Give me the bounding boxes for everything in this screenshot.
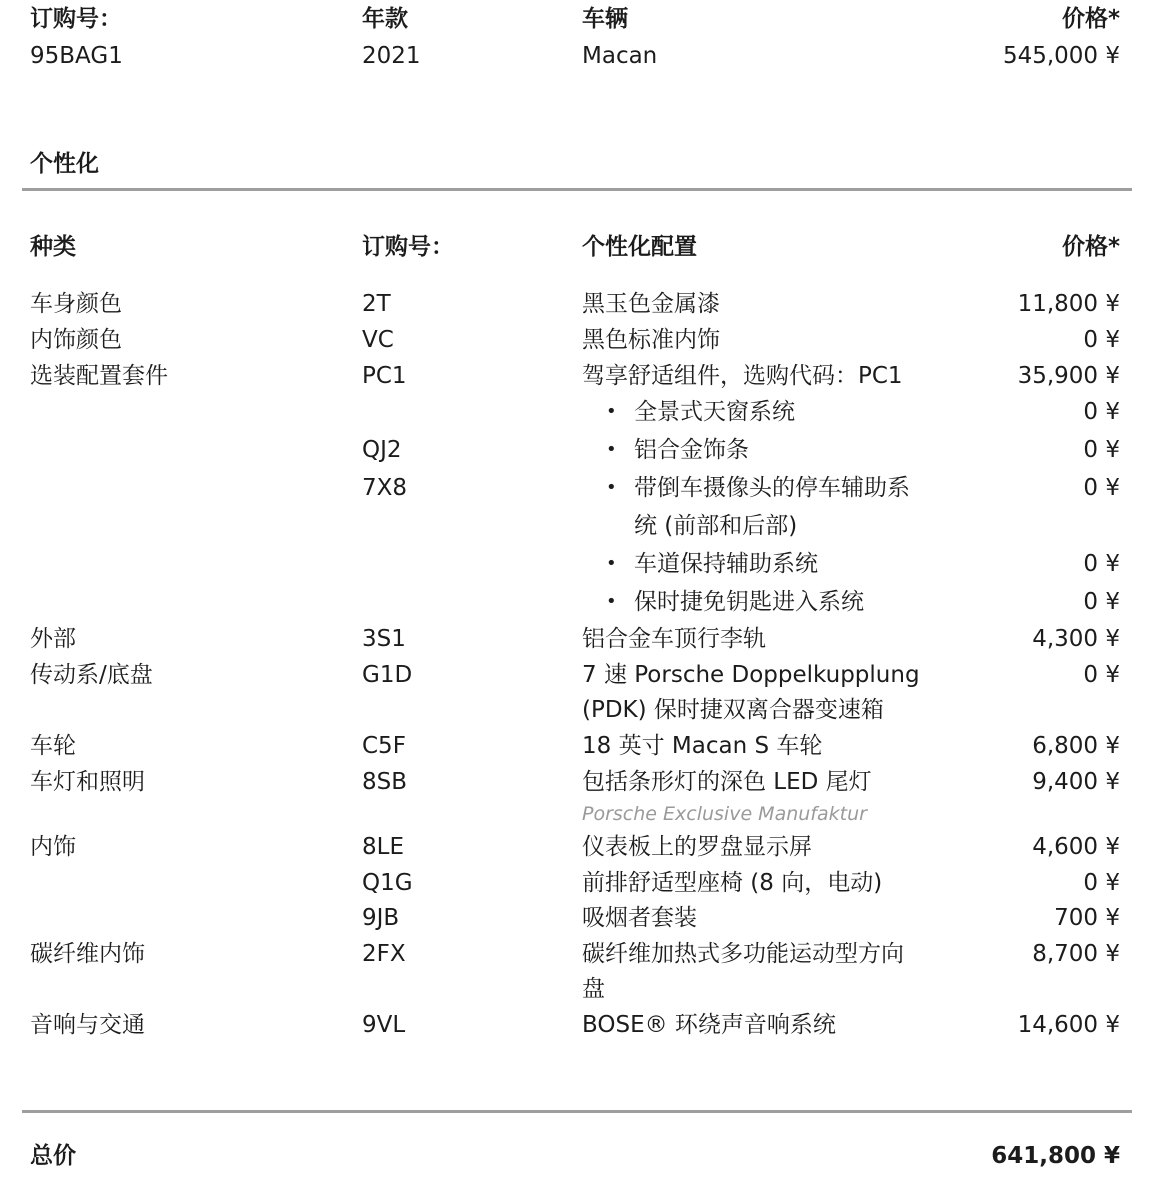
row-description: 前排舒适型座椅 (8 向，电动) <box>582 870 883 896</box>
bullet-icon: • <box>606 401 617 422</box>
bullet-icon: • <box>606 591 617 612</box>
row-description-cont: 统 (前部和后部) <box>634 513 798 539</box>
row-price: 6,800 ¥ <box>1032 733 1120 759</box>
row-description: 7 速 Porsche Doppelkupplung <box>582 662 920 688</box>
bullet-icon: • <box>606 439 617 460</box>
row-category: 车身颜色 <box>30 291 122 317</box>
row-category: 碳纤维内饰 <box>30 941 145 967</box>
row-code: PC1 <box>362 363 407 389</box>
row-price: 9,400 ¥ <box>1032 769 1120 795</box>
header-year-value: 2021 <box>362 43 421 69</box>
row-code: 7X8 <box>362 475 408 501</box>
section-title: 个性化 <box>30 151 99 177</box>
row-description: 车道保持辅助系统 <box>634 551 818 577</box>
row-price: 0 ¥ <box>1083 589 1120 615</box>
header-vehicle-value: Macan <box>582 43 658 69</box>
row-description: 包括条形灯的深色 LED 尾灯 <box>582 769 872 795</box>
row-description: 带倒车摄像头的停车辅助系 <box>634 475 910 501</box>
row-price: 11,800 ¥ <box>1017 291 1120 317</box>
total-divider <box>22 1110 1132 1113</box>
total-label: 总价 <box>30 1143 76 1169</box>
row-description: 铝合金车顶行李轨 <box>582 626 766 652</box>
row-note: Porsche Exclusive Manufaktur <box>582 803 867 825</box>
row-price: 0 ¥ <box>1083 551 1120 577</box>
row-description: 黑色标准内饰 <box>582 327 720 353</box>
row-code: 8LE <box>362 834 404 860</box>
row-description-cont: (PDK) 保时捷双离合器变速箱 <box>582 697 884 723</box>
row-category: 车轮 <box>30 733 76 759</box>
section-divider <box>22 188 1132 191</box>
row-price: 4,600 ¥ <box>1032 834 1120 860</box>
row-code: VC <box>362 327 394 353</box>
row-description: BOSE® 环绕声音响系统 <box>582 1012 836 1038</box>
row-price: 0 ¥ <box>1083 437 1120 463</box>
bullet-icon: • <box>606 553 617 574</box>
row-code: Q1G <box>362 870 413 896</box>
col-header-config: 个性化配置 <box>582 234 697 260</box>
bullet-icon: • <box>606 477 617 498</box>
row-price: 0 ¥ <box>1083 870 1120 896</box>
row-description: 吸烟者套装 <box>582 905 697 931</box>
row-description: 仪表板上的罗盘显示屏 <box>582 834 812 860</box>
row-code: C5F <box>362 733 406 759</box>
header-price-label: 价格* <box>1061 6 1120 32</box>
col-header-price: 价格* <box>1061 234 1120 260</box>
row-category: 传动系/底盘 <box>30 662 153 688</box>
row-code: 9VL <box>362 1012 406 1038</box>
row-price: 14,600 ¥ <box>1017 1012 1120 1038</box>
header-vehicle-label: 车辆 <box>582 6 628 32</box>
header-order-value: 95BAG1 <box>30 43 123 69</box>
row-category: 内饰 <box>30 834 76 860</box>
row-category: 车灯和照明 <box>30 769 145 795</box>
row-description: 保时捷免钥匙进入系统 <box>634 589 864 615</box>
row-price: 0 ¥ <box>1083 327 1120 353</box>
row-price: 0 ¥ <box>1083 662 1120 688</box>
row-price: 0 ¥ <box>1083 399 1120 425</box>
row-description: 黑玉色金属漆 <box>582 291 720 317</box>
row-code: 8SB <box>362 769 408 795</box>
row-category: 外部 <box>30 626 76 652</box>
header-year-label: 年款 <box>362 6 408 32</box>
row-description: 全景式天窗系统 <box>634 399 795 425</box>
row-category: 选装配置套件 <box>30 363 168 389</box>
total-value: 641,800 ¥ <box>991 1143 1120 1169</box>
row-code: 2T <box>362 291 391 317</box>
row-code: 9JB <box>362 905 400 931</box>
row-description: 碳纤维加热式多功能运动型方向 <box>582 941 904 967</box>
row-category: 内饰颜色 <box>30 327 122 353</box>
row-description: 驾享舒适组件，选购代码：PC1 <box>582 363 903 389</box>
row-price: 0 ¥ <box>1083 475 1120 501</box>
row-code: 3S1 <box>362 626 406 652</box>
row-category: 音响与交通 <box>30 1012 145 1038</box>
row-price: 35,900 ¥ <box>1017 363 1120 389</box>
row-description-cont: 盘 <box>582 976 605 1002</box>
row-code: 2FX <box>362 941 406 967</box>
row-price: 8,700 ¥ <box>1032 941 1120 967</box>
row-price: 4,300 ¥ <box>1032 626 1120 652</box>
row-code: QJ2 <box>362 437 402 463</box>
row-description: 铝合金饰条 <box>634 437 749 463</box>
col-header-order-no: 订购号： <box>362 234 454 260</box>
row-code: G1D <box>362 662 413 688</box>
row-description: 18 英寸 Macan S 车轮 <box>582 733 823 759</box>
col-header-category: 种类 <box>30 234 76 260</box>
row-price: 700 ¥ <box>1054 905 1120 931</box>
header-price-value: 545,000 ¥ <box>1002 43 1120 69</box>
header-order-label: 订购号： <box>30 6 122 32</box>
